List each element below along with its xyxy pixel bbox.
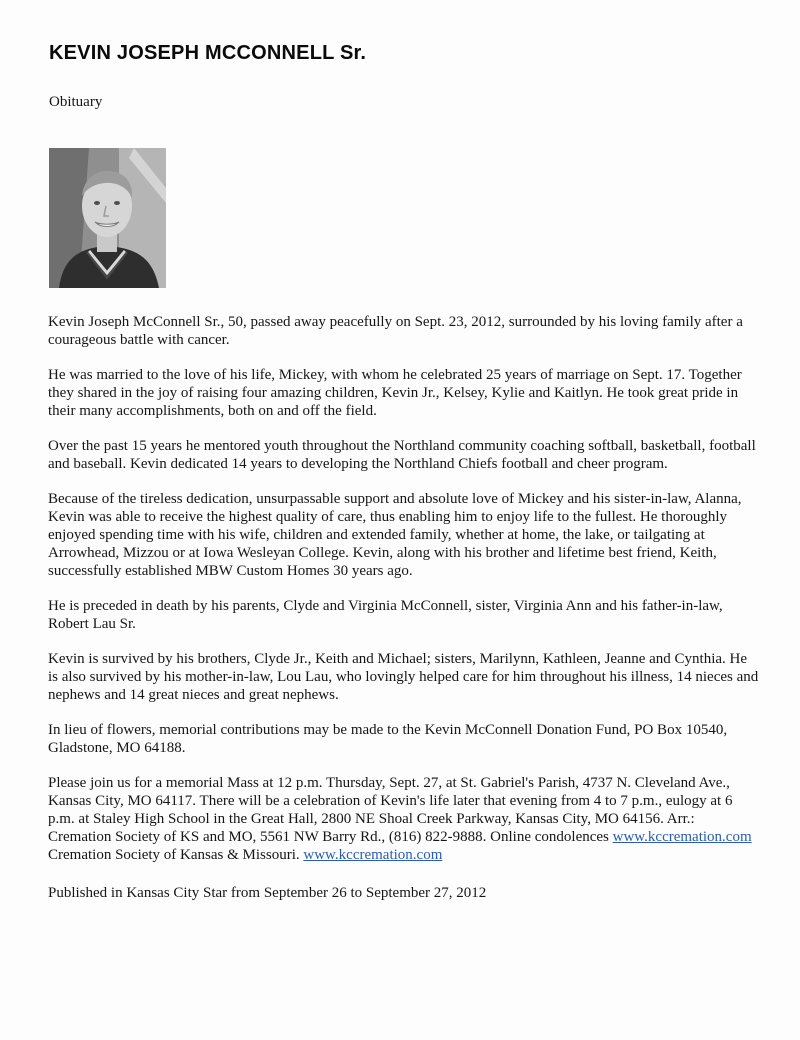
paragraph-service — [48, 774, 760, 864]
service-text: Please join us for a memorial Mass at 12 p.m. Thursday, Sept. 27, at St. Gabriel's Parish, 4737 N. Cleveland Ave., Kansas City, MO 64117. There will be a celebration of Kevin's life later that evening from 4 to 7 p.m., eulogy at 6 p.m. at Staley High School in the Great Hall, 2800 NE Shoal Creek Parkway, Kansas City, MO 64156. Arr.: Cremation Society of KS and MO, 5561 NW Barry Rd., (816) 822-9888. Online condolences — [48, 775, 733, 845]
paragraph-care: Because of the tireless dedication, unsurpassable support and absolute love of Mickey and his sister-in-law, Alanna, Kevin was able to receive the highest quality of care, thus enabling him to enjoy life to the fullest. He thoroughly enjoyed spending time with his wife, children and extended family, whether at home, the lake, or tailgating at Arrowhead, Mizzou or at Iowa Wesleyan College. Kevin, along with his brother and lifetime best friend, Keith, successfully established MBW Custom Homes 30 years ago. — [48, 491, 742, 579]
cremation-society-link[interactable]: www.kccremation.com — [303, 847, 443, 863]
page-title: KEVIN JOSEPH MCCONNELL Sr. — [49, 42, 367, 64]
paragraph-preceded: He is preceded in death by his parents, Clyde and Virginia McConnell, sister, Virginia Ann and his father-in-law, Robert Lau Sr. — [48, 598, 723, 632]
portrait-photo-icon — [49, 148, 166, 288]
paragraph-coaching: Over the past 15 years he mentored youth throughout the Northland community coaching softball, basketball, football and baseball. Kevin dedicated 14 years to developing the Northland Chiefs football and cheer program. — [48, 438, 756, 472]
obituary-body — [48, 313, 760, 919]
paragraph-intro: Kevin Joseph McConnell Sr., 50, passed away peacefully on Sept. 23, 2012, surrounded by his loving family after a courageous battle with cancer. — [48, 314, 743, 348]
portrait-photo — [49, 148, 166, 288]
condolences-link[interactable]: www.kccremation.com — [612, 829, 752, 845]
paragraph-marriage: He was married to the love of his life, Mickey, with whom he celebrated 25 years of marriage on Sept. 17. Together they shared in the joy of raising four amazing children, Kevin Jr., Kelsey, Kylie and Kaitlyn. He took great pride in their many accomplishments, both on and off the field. — [48, 367, 742, 419]
page-subtitle: Obituary — [49, 94, 103, 110]
published-note: Published in Kansas City Star from September 26 to September 27, 2012 — [48, 885, 487, 901]
paragraph-memorial-contributions: In lieu of flowers, memorial contributions may be made to the Kevin McConnell Donation Fund, PO Box 10540, Gladstone, MO 64188. — [48, 722, 728, 756]
service-text-between: Cremation Society of Kansas & Missouri. — [48, 847, 304, 863]
paragraph-survived: Kevin is survived by his brothers, Clyde Jr., Keith and Michael; sisters, Marilynn, Kathleen, Jeanne and Cynthia. He is also survived by his mother-in-law, Lou Lau, who lovingly helped care for him throughout his illness, 14 nieces and nephews and 14 great nieces and great nephews. — [48, 651, 759, 703]
